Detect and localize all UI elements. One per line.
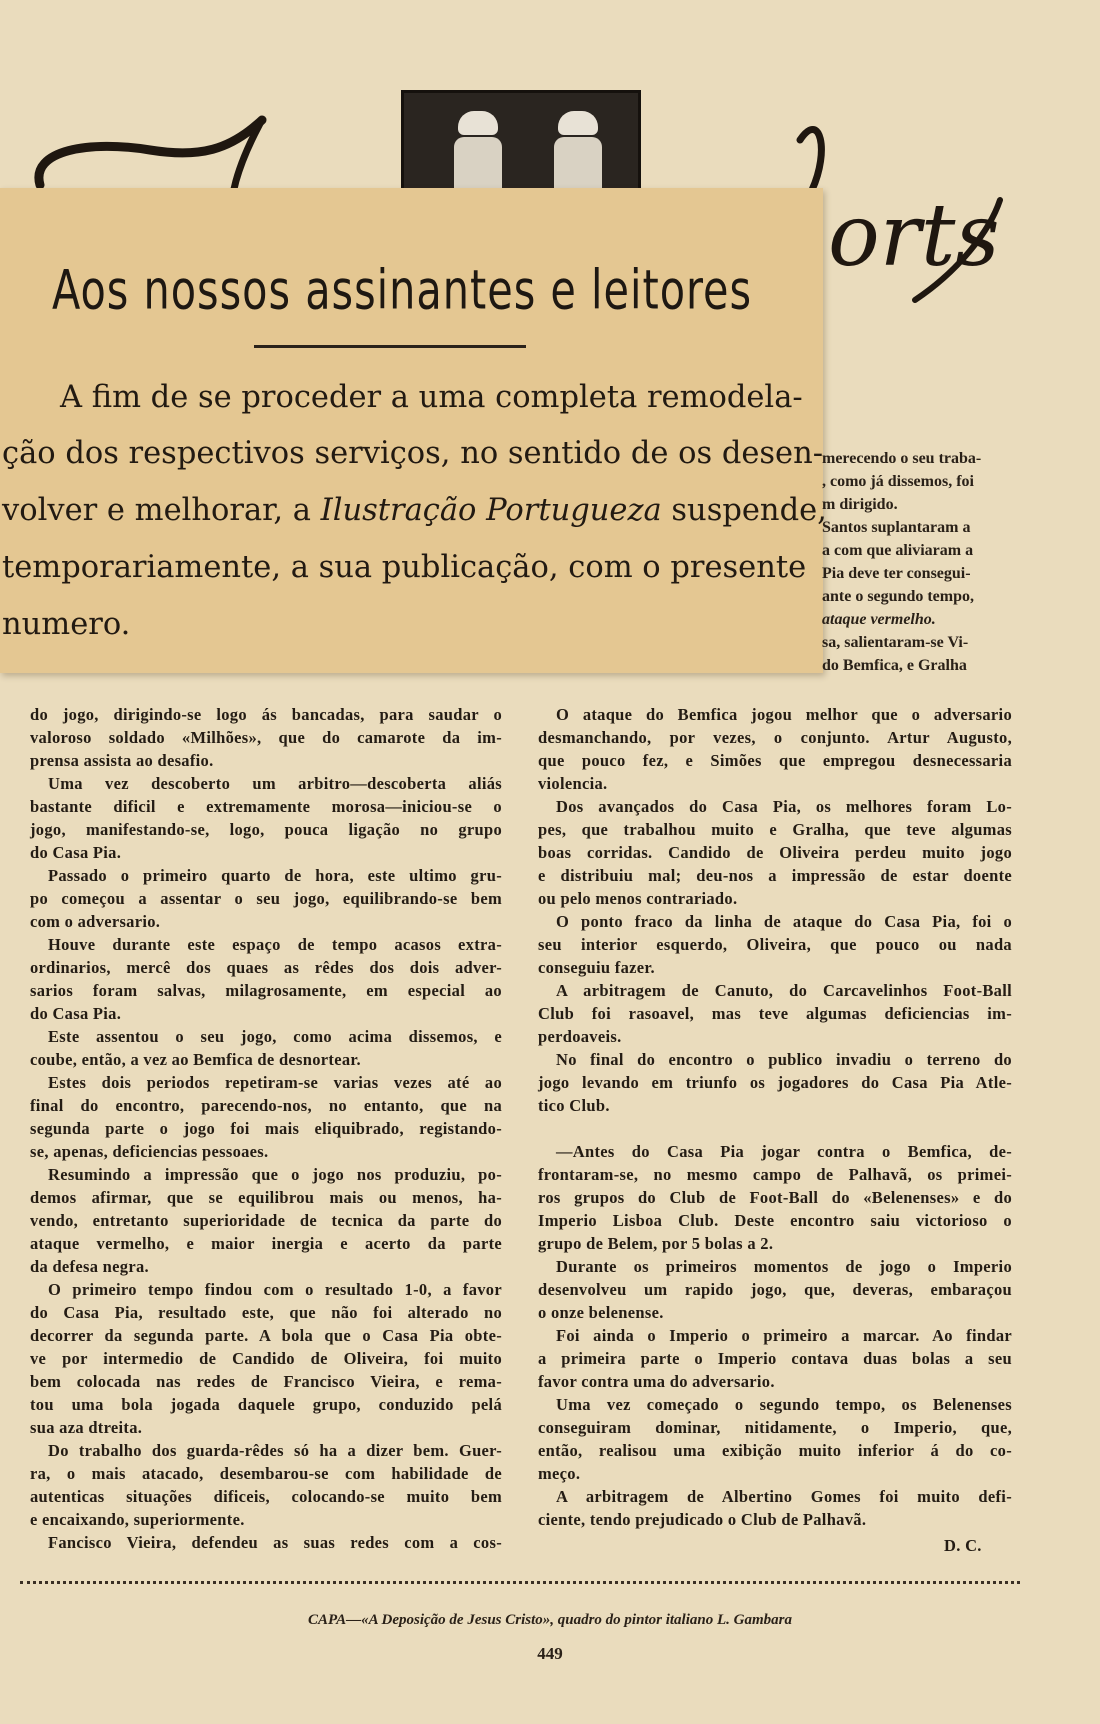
column-line: seu interior esquerdo, Oliveira, que pouco ou nada (538, 935, 1012, 954)
column-line: que pouco fez, e Simões que empregou desnecessaria (538, 751, 1012, 770)
column-line: Dos avançados do Casa Pia, os melhores foram Lo- (556, 797, 1012, 816)
column-line: sarios foram salvas, milagrosamente, em especial ao (30, 981, 502, 1000)
cover-caption: CAPA—«A Deposição de Jesus Cristo», quadro do pintor italiano L. Gambara (308, 1612, 792, 1628)
column-line: a primeira parte o Imperio contava duas bolas a seu (538, 1349, 1012, 1368)
fragment-line: sa, salientaram-se Vi- (822, 634, 969, 651)
column-line: decorrer da segunda parte. A bola que o Casa Pia obte- (30, 1326, 502, 1345)
column-line: do jogo, dirigindo-se logo ás bancadas, para saudar o (30, 705, 502, 724)
notice-line: ção dos respectivos serviços, no sentido de os desen- (2, 436, 824, 471)
column-line: boas corridas. Candido de Oliveira perdeu muito jogo (538, 843, 1012, 862)
column-line: Foi ainda o Imperio o primeiro a marcar. Ao findar (556, 1326, 1012, 1345)
column-line: bastante dificil e extremamente morosa—iniciou-se o (30, 797, 502, 816)
column-line: favor contra uma do adversario. (538, 1372, 775, 1391)
fragment-line: Santos suplantaram a (822, 519, 971, 536)
column-line: perdoaveis. (538, 1027, 622, 1046)
fragment-line: Pia deve ter consegui- (822, 565, 971, 582)
fragment-line: a com que aliviaram a (822, 542, 974, 559)
column-line: Uma vez descoberto um arbitro—descoberta aliás (48, 774, 502, 793)
fragment-line: m dirigido. (822, 496, 898, 513)
column-line: bem colocada nas redes de Francisco Vieira, e rema- (30, 1372, 502, 1391)
column-line: Passado o primeiro quarto de hora, este ultimo gru- (48, 866, 502, 885)
column-line: O ataque do Bemfica jogou melhor que o adversario (556, 705, 1012, 724)
column-line: Imperio Lisboa Club. Deste encontro saiu victorioso o (538, 1211, 1012, 1230)
fragment-line: do Bemfica, e Gralha (822, 657, 967, 674)
fragment-line: ataque vermelho. (822, 611, 936, 628)
fragment-line: , como já dissemos, foi (822, 473, 974, 490)
column-line: valoroso soldado «Milhões», que do camarote da im- (30, 728, 502, 747)
column-line: O primeiro tempo findou com o resultado 1-0, a favor (48, 1280, 502, 1299)
column-line: Resumindo a impressão que o jogo nos produziu, po- (48, 1165, 502, 1184)
column-line: tico Club. (538, 1096, 610, 1115)
script-T-stroke (39, 120, 262, 185)
column-line: ou pelo menos contrariado. (538, 889, 738, 908)
subscriber-notice (0, 188, 827, 673)
column-line: demos afirmar, que se equilibrou mais ou menos, ha- (30, 1188, 502, 1207)
column-line: final do encontro, parecendo-nos, no entanto, que na (30, 1096, 502, 1115)
column-line: com o adversario. (30, 912, 161, 931)
column-line: violencia. (538, 774, 608, 793)
footer-divider (20, 1581, 1020, 1584)
column-line: —Antes do Casa Pia jogar contra o Bemfica, de- (556, 1142, 1012, 1161)
column-line: autenticas situações dificeis, colocando-se muito bem (30, 1487, 502, 1506)
column-line: No final do encontro o publico invadiu o terreno do (556, 1050, 1012, 1069)
column-line: grupo de Belem, por 5 bolas a 2. (538, 1234, 774, 1253)
column-line: do Casa Pia. (30, 843, 122, 862)
column-line: tou uma bola jogada daquele grupo, conduzido pelá (30, 1395, 502, 1414)
column-line: o onze belenense. (538, 1303, 664, 1322)
column-line: ra, o mais atacado, desembarou-se com habilidade de (30, 1464, 502, 1483)
column-line: Uma vez começado o segundo tempo, os Belenenses (556, 1395, 1012, 1414)
column-line: desenvolveu um rapido jogo, que, deveras, embaraçou (538, 1280, 1012, 1299)
notice-line: numero. (2, 607, 131, 642)
column-line: Do trabalho dos guarda-rêdes só ha a dizer bem. Guer- (48, 1441, 502, 1460)
fragment-line: ante o segundo tempo, (822, 588, 975, 605)
notice-title: Aos nossos assinantes e leitores (52, 258, 753, 322)
script-ort-text: orts (828, 186, 1000, 286)
column-line: da defesa negra. (30, 1257, 149, 1276)
column-line: Estes dois periodos repetiram-se varias vezes até ao (48, 1073, 502, 1092)
column-line: Durante os primeiros momentos de jogo o Imperio (556, 1257, 1012, 1276)
column-line: então, realisou uma exibição muito inferior á do co- (538, 1441, 1012, 1460)
header-photo (401, 90, 641, 198)
column-line: frontaram-se, no mesmo campo de Palhavã, os primei- (538, 1165, 1012, 1184)
column-line: Club foi rasoavel, mas teve algumas deficiencias im- (538, 1004, 1012, 1023)
column-line: conseguiu fazer. (538, 958, 655, 977)
column-line: segunda parte o jogo foi mais eliquibrado, registando- (30, 1119, 502, 1138)
column-line: Este assentou o seu jogo, como acima dissemos, e (48, 1027, 502, 1046)
notice-line: A fim de se proceder a uma completa remodela- (60, 380, 803, 415)
column-line: desmanchando, por vezes, o conjunto. Artur Augusto, (538, 728, 1012, 747)
column-line: po começou a assentar o seu jogo, equilibrando-se bem (30, 889, 502, 908)
column-line: ve por intermedio de Candido de Oliveira, foi muito (30, 1349, 502, 1368)
column-line: sua aza dtreita. (30, 1418, 143, 1437)
column-line: coube, então, a vez ao Bemfica de desnortear. (30, 1050, 361, 1069)
column-line: pes, que trabalhou muito e Gralha, que teve algumas (538, 820, 1012, 839)
column-line: prensa assista ao desafio. (30, 751, 214, 770)
column-line: e distribuiu mal; deu-nos a impressão de estar doente (538, 866, 1012, 885)
column-line: A arbitragem de Albertino Gomes foi muito defi- (556, 1487, 1012, 1506)
column-line: e encaixando, superiormente. (30, 1510, 245, 1529)
column-line: vendo, entretanto superioridade de tecnica da parte do (30, 1211, 502, 1230)
column-line: do Casa Pia. (30, 1004, 122, 1023)
fragment-line: merecendo o seu traba- (822, 450, 982, 467)
column-line: meço. (538, 1464, 581, 1483)
column-line: Fancisco Vieira, defendeu as suas redes com a cos- (48, 1533, 502, 1552)
column-line: ordinarios, mercê dos quaes as rêdes dos dois adver- (30, 958, 502, 977)
notice-line: volver e melhorar, a Ilustração Portugueza suspende, (2, 493, 827, 528)
column-line: Houve durante este espaço de tempo acasos extra- (48, 935, 502, 954)
column-line: ataque vermelho, e maior inergia e acerto da parte (30, 1234, 502, 1253)
notice-rule (254, 345, 526, 348)
column-line: O ponto fraco da linha de ataque do Casa Pia, foi o (556, 912, 1012, 931)
column-line: ciente, tendo prejudicado o Club de Palhavã. (538, 1510, 867, 1529)
script-s-curve (800, 130, 821, 190)
column-line: se, apenas, deficiencias pessoaes. (30, 1142, 269, 1161)
column-line: conseguiram dominar, nitidamente, o Imperio, que, (538, 1418, 1012, 1437)
column-line: ros grupos do Club de Foot-Ball do «Belenenses» e do (538, 1188, 1012, 1207)
author-signature: D. C. (944, 1536, 982, 1555)
notice-line: temporariamente, a sua publicação, com o presente (2, 550, 807, 585)
column-line: jogo levando em triunfo os jogadores do Casa Pia Atle- (538, 1073, 1012, 1092)
column-line: do Casa Pia, resultado este, que não foi alterado no (30, 1303, 502, 1322)
column-line: A arbitragem de Canuto, do Carcavelinhos Foot-Ball (556, 981, 1012, 1000)
page-number: 449 (537, 1644, 563, 1663)
column-line: jogo, manifestando-se, logo, pouca ligação no grupo (30, 820, 502, 839)
